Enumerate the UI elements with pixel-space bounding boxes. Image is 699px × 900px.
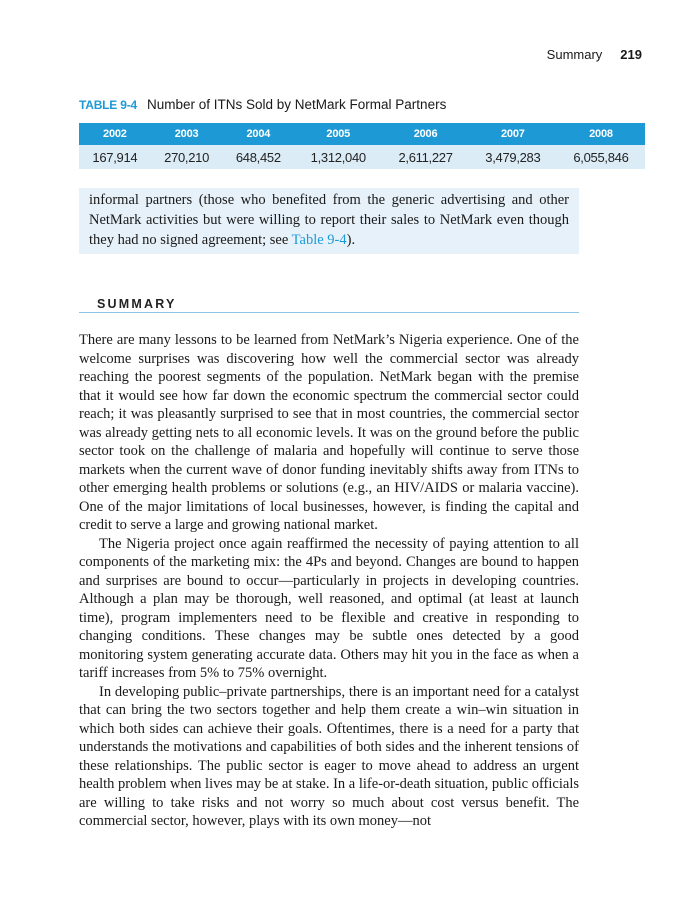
table-cell: 167,914 (79, 145, 151, 169)
column-header: 2005 (294, 123, 382, 145)
table-row (79, 145, 645, 169)
column-header: 2003 (151, 123, 223, 145)
column-header: 2002 (79, 123, 151, 145)
running-header (547, 47, 642, 62)
column-header: 2007 (469, 123, 557, 145)
itn-sales-table (79, 123, 645, 169)
column-header: 2008 (557, 123, 645, 145)
callout-box (79, 188, 579, 254)
section-heading: SUMMARY (97, 297, 177, 311)
table-caption (79, 97, 446, 112)
table-cell: 1,312,040 (294, 145, 382, 169)
summary-body (79, 331, 579, 831)
column-header: 2004 (222, 123, 294, 145)
table-cell: 270,210 (151, 145, 223, 169)
paragraph: There are many lessons to be learned from NetMark’s Nigeria experience. One of the welcome surprises was discovering how well the commercial sector was already reaching the poorest segments of the population. NetMark began with the premise that it would see how far down the economic spectrum the commercial sector could reach; it was pleasantly surprised to see that in most countries, the commercial sector was already getting nets to all economic levels. It was on the ground before the public sector took on the challenge of malaria and hopefully will continue to serve those markets when the current wave of donor funding inevitably shifts away from ITNs to other emerging health problems or solutions (e.g., an HIV/AIDS or malaria vaccine). One of the major limitations of local businesses, however, is finding the capital and credit to serve a large and growing national market. (79, 332, 579, 533)
page-number: 219 (620, 47, 642, 62)
column-header: 2006 (382, 123, 469, 145)
table-cell: 6,055,846 (557, 145, 645, 169)
table-cell: 2,611,227 (382, 145, 469, 169)
callout-text: informal partners (those who benefited from the generic advertising and other NetMark activities but were willing to report their sales to NetMark even though they had no signed agreement; see (89, 192, 569, 248)
table-cell: 3,479,283 (469, 145, 557, 169)
table-label: TABLE 9-4 (79, 98, 137, 112)
callout-text-end: ). (346, 232, 356, 248)
table-header-row (79, 123, 645, 145)
paragraph: In developing public–private partnerships, there is an important need for a catalyst that can bring the two sectors together and help them create a win–win situation in which both sides can achieve their goals. Oftentimes, there is a need for a party that understands the motivations and capabilities of both sides and the inherent tensions of these relationships. The public sector is eager to move ahead to address an urgent health problem when lives may be at stake. In a life-or-death situation, public officials are willing to take risks and not worry so much about cost versus benefit. The commercial sector, however, plays with its own money—not (79, 683, 579, 829)
table-cell: 648,452 (222, 145, 294, 169)
section-divider (79, 312, 579, 313)
paragraph: The Nigeria project once again reaffirmed the necessity of paying attention to all components of the marketing mix: the 4Ps and beyond. Changes are bound to happen and surprises are bound to occur—particularly in projects in developing countries. Although a plan may be thorough, well reasoned, and optimal (at least at launch time), program implementers need to be flexible and creative in responding to changing conditions. These changes may be subtle ones detected by a good monitoring system generating accurate data. Others may hit you in the face as when a tariff increases from 5% to 75% overnight. (79, 535, 579, 681)
table-title: Number of ITNs Sold by NetMark Formal Partners (146, 97, 447, 112)
table-cross-reference-link[interactable]: Table 9-4 (291, 232, 347, 248)
running-title: Summary (546, 47, 603, 62)
